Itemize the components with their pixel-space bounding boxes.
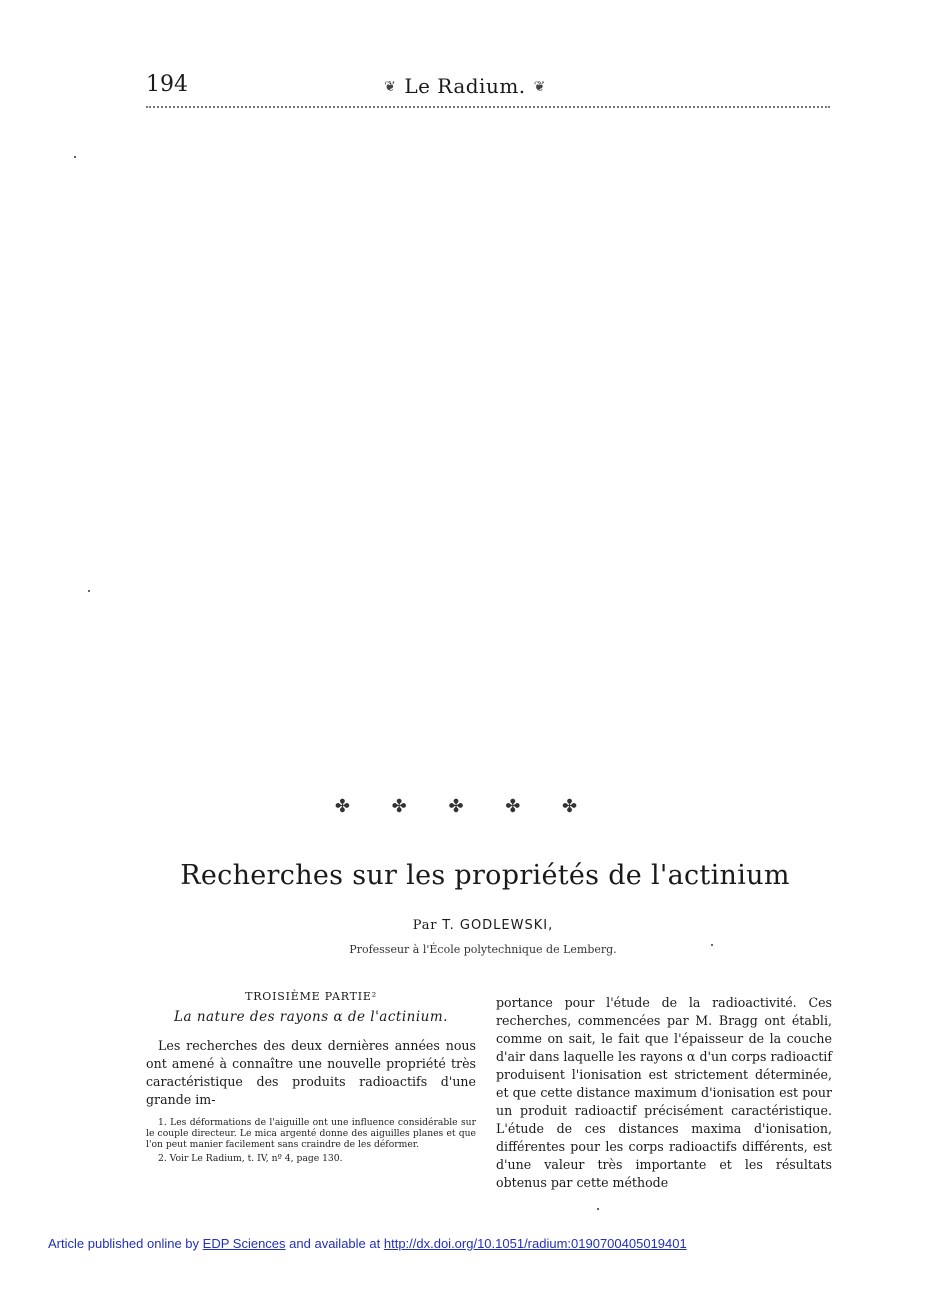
article-title: Recherches sur les propriétés de l'actinium bbox=[180, 860, 790, 891]
journal-title: Le Radium. bbox=[404, 74, 526, 98]
header-dotted-rule bbox=[146, 106, 830, 108]
running-head bbox=[0, 74, 930, 98]
author-affiliation: Professeur à l'École polytechnique de Lemberg. bbox=[349, 943, 617, 956]
publisher-link[interactable]: EDP Sciences bbox=[202, 1236, 286, 1251]
publisher-notice bbox=[48, 1236, 687, 1251]
section-subheading: La nature des rayons α de l'actinium. bbox=[174, 1009, 448, 1025]
scan-speck bbox=[74, 156, 76, 158]
ornament-right-icon: ❦ bbox=[533, 79, 546, 95]
body-paragraph-continued: portance pour l'étude de la radioactivité. Ces recherches, commencées par M. Bragg ont établi, comme on sait, le fait que l'épaisseur de la couche d'air dans laquelle les rayons α d'un corps radioactif produisent l'ionisation est strictement déterminée, et que cette distance maximum d'ionisation est pour un produit radioactif précisément caractéristique. L'étude de ces distances maxima d'ionisation, différentes pour les corps radioactifs différents, est d'une valeur très importante et les résultats obtenus par cette méthode bbox=[496, 995, 832, 1190]
page-number: 194 bbox=[146, 72, 188, 97]
author-name: T. GODLEWSKI, bbox=[442, 918, 554, 933]
right-column bbox=[496, 994, 832, 1192]
ornament-left-icon: ❦ bbox=[384, 79, 397, 95]
left-column bbox=[146, 990, 476, 1164]
byline bbox=[0, 918, 930, 933]
publisher-prefix: Article published online by bbox=[48, 1236, 200, 1251]
scan-speck bbox=[597, 1208, 599, 1210]
section-heading: TROISIÈME PARTIE² bbox=[245, 990, 377, 1003]
byline-prefix: Par bbox=[412, 918, 438, 933]
footnotes bbox=[146, 1117, 476, 1164]
body-paragraph: Les recherches des deux dernières années nous ont amené à connaître une nouvelle propriété très caractéristique des produits radioactifs d'une grande im- bbox=[146, 1038, 476, 1107]
scan-speck bbox=[88, 590, 90, 592]
footnote-2: 2. Voir Le Radium, t. IV, nº 4, page 130. bbox=[158, 1152, 343, 1164]
ornament-row-icon: ✤ ✤ ✤ ✤ ✤ bbox=[334, 796, 596, 817]
doi-link[interactable]: http://dx.doi.org/10.1051/radium:0190700405019401 bbox=[383, 1236, 687, 1251]
publisher-middle: and available at bbox=[289, 1236, 381, 1251]
footnote-1: 1. Les déformations de l'aiguille ont une influence considérable sur le couple directeur. Le mica argenté donne des aiguilles planes et que l'on peut manier facilement sans craindre de les déformer. bbox=[146, 1117, 476, 1151]
